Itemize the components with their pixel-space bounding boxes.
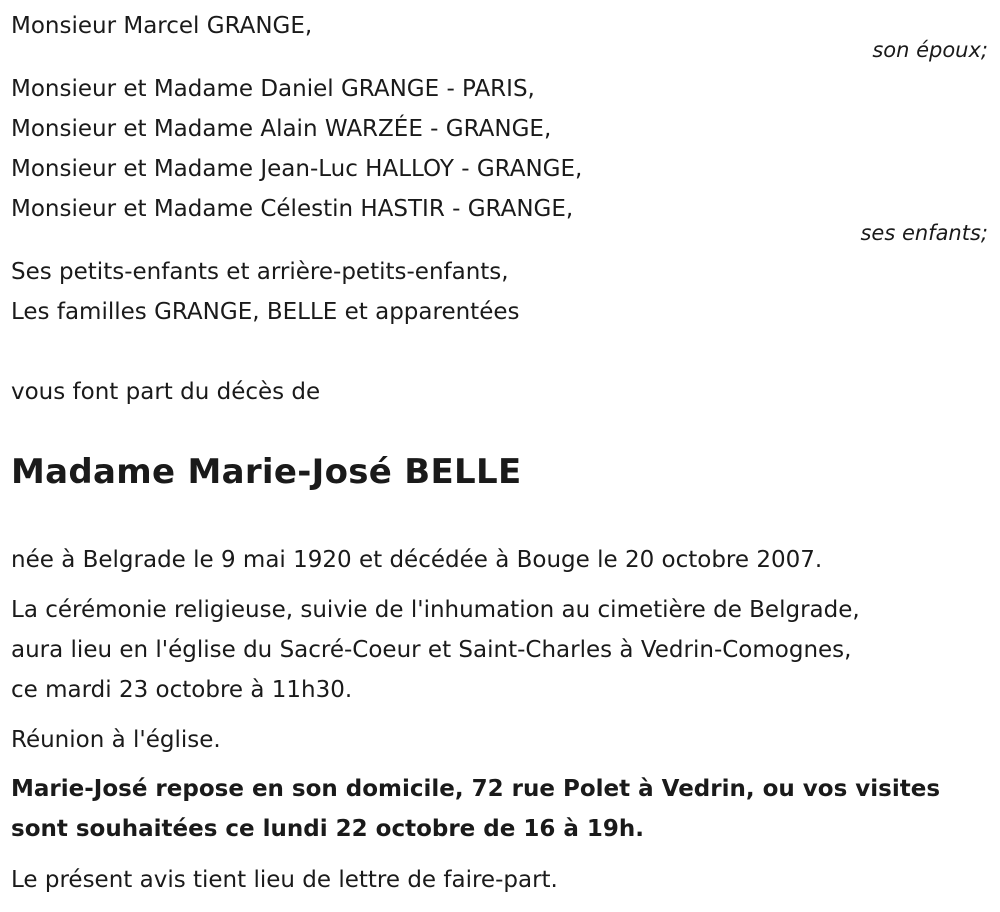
visitation-line: Marie-José repose en son domicile, 72 rue Polet à Vedrin, ou vos visites	[11, 776, 941, 802]
family-line: Ses petits-enfants et arrière-petits-enfants,	[11, 259, 509, 285]
meeting-text: Réunion à l'église.	[11, 727, 221, 753]
ceremony-line: La cérémonie religieuse, suivie de l'inhumation au cimetière de Belgrade,	[11, 597, 860, 623]
birth-death-text: née à Belgrade le 9 mai 1920 et décédée à Bouge le 20 octobre 2007.	[11, 547, 823, 573]
closing-text: Le présent avis tient lieu de lettre de faire-part.	[11, 867, 558, 893]
visitation-line: sont souhaitées ce lundi 22 octobre de 16 à 19h.	[11, 816, 645, 842]
children-role: ses enfants;	[860, 221, 988, 245]
spouse-role: son époux;	[872, 38, 988, 62]
family-line: Les familles GRANGE, BELLE et apparentées	[11, 299, 520, 325]
child-line: Monsieur et Madame Alain WARZÉE - GRANGE,	[11, 116, 552, 142]
ceremony-line: aura lieu en l'église du Sacré-Coeur et Saint-Charles à Vedrin-Comognes,	[11, 637, 852, 663]
ceremony-line: ce mardi 23 octobre à 11h30.	[11, 677, 353, 703]
deceased-name: Madame Marie-José BELLE	[11, 452, 522, 492]
child-line: Monsieur et Madame Célestin HASTIR - GRANGE,	[11, 196, 574, 222]
announcement-text: vous font part du décès de	[11, 379, 321, 405]
spouse-name: Monsieur Marcel GRANGE,	[11, 13, 313, 39]
child-line: Monsieur et Madame Daniel GRANGE - PARIS,	[11, 76, 535, 102]
child-line: Monsieur et Madame Jean-Luc HALLOY - GRANGE,	[11, 156, 583, 182]
